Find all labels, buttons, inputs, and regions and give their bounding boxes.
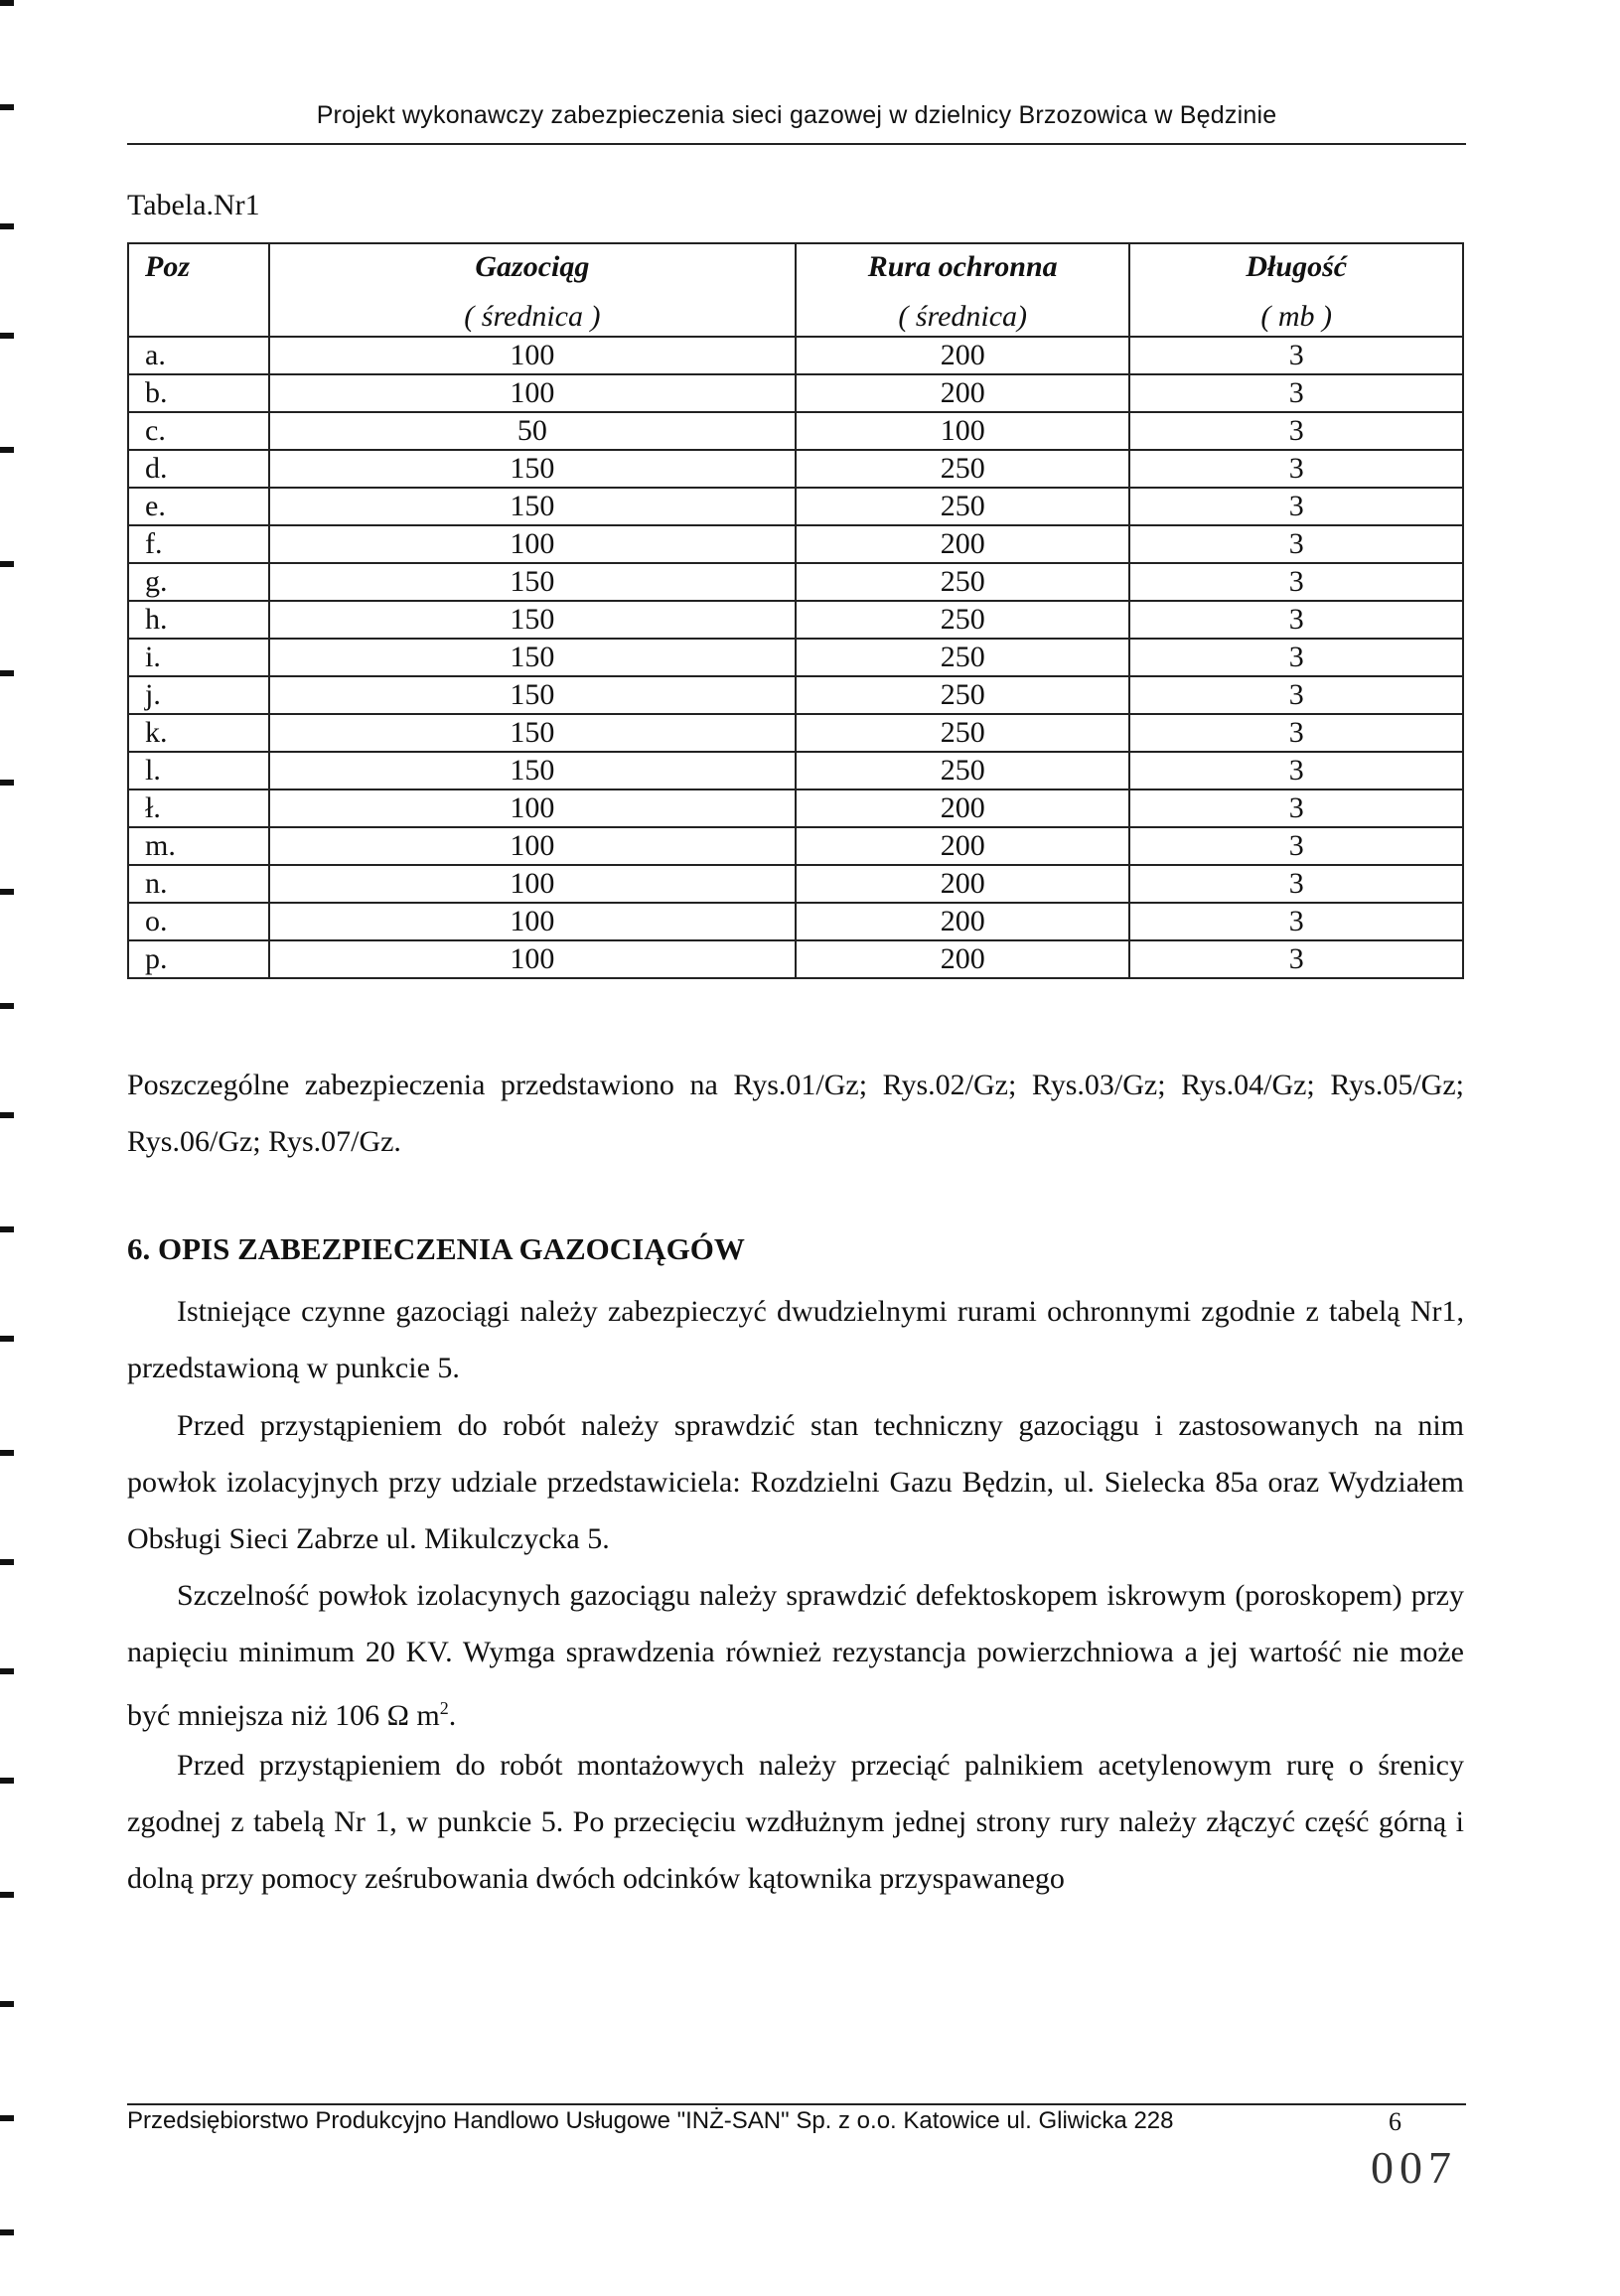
cell-gazociag: 50 (269, 412, 796, 450)
table-row (128, 639, 1463, 676)
cell-poz: e. (128, 488, 269, 525)
cell-rura: 250 (796, 488, 1130, 525)
footer-company: Przedsiębiorstwo Produkcyjno Handlowo Usługowe "INŻ-SAN" Sp. z o.o. Katowice ul. Gliwicka 228 (127, 2107, 1174, 2134)
cell-poz: c. (128, 412, 269, 450)
header-rura-ochronna: Rura ochronna ( średnica) (796, 243, 1130, 337)
binding-mark (0, 2229, 14, 2235)
cell-dlugosc: 3 (1129, 752, 1463, 789)
cell-rura: 250 (796, 601, 1130, 639)
cell-gazociag: 150 (269, 676, 796, 714)
cell-dlugosc: 3 (1129, 337, 1463, 374)
binding-mark (0, 447, 14, 453)
binding-mark (0, 1778, 14, 1784)
cell-rura: 200 (796, 903, 1130, 940)
paragraph-3-end: . (448, 1699, 457, 1732)
table-row (128, 525, 1463, 563)
header-gazociag: Gazociąg ( średnica ) (269, 243, 796, 337)
binding-mark (0, 1559, 14, 1565)
cell-gazociag: 150 (269, 639, 796, 676)
cell-rura: 250 (796, 714, 1130, 752)
cell-gazociag: 150 (269, 450, 796, 488)
cell-gazociag: 100 (269, 940, 796, 978)
figures-reference: Poszczególne zabezpieczenia przedstawiono na Rys.01/Gz; Rys.02/Gz; Rys.03/Gz; Rys.04/Gz; Rys.05/Gz; Rys.06/Gz; Rys.07/Gz. (127, 1069, 1464, 1158)
binding-mark (0, 223, 14, 229)
table-header-row (128, 243, 1463, 337)
table-row (128, 752, 1463, 789)
cell-gazociag: 100 (269, 525, 796, 563)
cell-rura: 200 (796, 337, 1130, 374)
cell-poz: o. (128, 903, 269, 940)
binding-mark (0, 0, 14, 6)
cell-poz: m. (128, 827, 269, 865)
cell-dlugosc: 3 (1129, 676, 1463, 714)
page-number: 6 (1389, 2107, 1401, 2136)
cell-rura: 250 (796, 563, 1130, 601)
cell-dlugosc: 3 (1129, 865, 1463, 903)
cell-rura: 200 (796, 374, 1130, 412)
page-header: Projekt wykonawczy zabezpieczenia sieci gazowej w dzielnicy Brzozowica w Będzinie (316, 101, 1277, 129)
cell-rura: 200 (796, 525, 1130, 563)
paragraph-3-text: Szczelność powłok izolacynych gazociągu należy sprawdzić defektoskopem iskrowym (poroskopem) przy napięciu minimum 20 KV. Wymga sprawdzenia również rezystancja powierzchniowa a jej wartość nie może być mniejsza niż 106 Ω m (127, 1579, 1464, 1732)
cell-rura: 250 (796, 450, 1130, 488)
cell-poz: b. (128, 374, 269, 412)
cell-rura: 200 (796, 789, 1130, 827)
cell-rura: 100 (796, 412, 1130, 450)
cell-gazociag: 100 (269, 374, 796, 412)
table-row (128, 601, 1463, 639)
cell-poz: k. (128, 714, 269, 752)
cell-dlugosc: 3 (1129, 714, 1463, 752)
cell-rura: 250 (796, 676, 1130, 714)
binding-mark (0, 333, 14, 339)
cell-gazociag: 150 (269, 563, 796, 601)
cell-poz: d. (128, 450, 269, 488)
cell-poz: f. (128, 525, 269, 563)
table-row (128, 789, 1463, 827)
cell-poz: g. (128, 563, 269, 601)
table-row (128, 714, 1463, 752)
cell-dlugosc: 3 (1129, 525, 1463, 563)
footer-rule (127, 2103, 1466, 2105)
table-row (128, 903, 1463, 940)
table-label: Tabela.Nr1 (127, 189, 260, 221)
cell-gazociag: 100 (269, 827, 796, 865)
cell-dlugosc: 3 (1129, 639, 1463, 676)
cell-poz: n. (128, 865, 269, 903)
binding-mark (0, 1892, 14, 1898)
binding-mark (0, 2115, 14, 2121)
cell-rura: 250 (796, 639, 1130, 676)
cell-gazociag: 100 (269, 903, 796, 940)
cell-dlugosc: 3 (1129, 488, 1463, 525)
cell-dlugosc: 3 (1129, 412, 1463, 450)
cell-gazociag: 150 (269, 488, 796, 525)
table-row (128, 827, 1463, 865)
section-heading: 6. OPIS ZABEZPIECZENIA GAZOCIĄGÓW (127, 1231, 745, 1266)
table-row (128, 676, 1463, 714)
cell-rura: 200 (796, 865, 1130, 903)
cell-dlugosc: 3 (1129, 601, 1463, 639)
table-row (128, 337, 1463, 374)
table-row (128, 563, 1463, 601)
table-row (128, 374, 1463, 412)
cell-dlugosc: 3 (1129, 374, 1463, 412)
pipe-protection-table (127, 242, 1464, 979)
binding-mark (0, 1226, 14, 1232)
binding-mark (0, 1336, 14, 1342)
cell-poz: j. (128, 676, 269, 714)
binding-mark (0, 1003, 14, 1009)
header-poz: Poz (128, 243, 269, 337)
cell-poz: l. (128, 752, 269, 789)
cell-dlugosc: 3 (1129, 940, 1463, 978)
table-row (128, 940, 1463, 978)
cell-poz: h. (128, 601, 269, 639)
cell-gazociag: 100 (269, 337, 796, 374)
binding-mark (0, 1450, 14, 1456)
cell-gazociag: 100 (269, 789, 796, 827)
paragraph-1: Istniejące czynne gazociągi należy zabezpieczyć dwudzielnymi rurami ochronnymi zgodnie z tabelą Nr1, przedstawioną w punkcie 5. (127, 1295, 1464, 1384)
cell-rura: 250 (796, 752, 1130, 789)
cell-dlugosc: 3 (1129, 827, 1463, 865)
cell-gazociag: 150 (269, 601, 796, 639)
binding-mark (0, 104, 14, 110)
page-stamp: 007 (1371, 2142, 1457, 2193)
table-row (128, 488, 1463, 525)
cell-rura: 200 (796, 940, 1130, 978)
binding-mark (0, 561, 14, 567)
cell-dlugosc: 3 (1129, 450, 1463, 488)
cell-poz: i. (128, 639, 269, 676)
cell-poz: ł. (128, 789, 269, 827)
table-row (128, 450, 1463, 488)
header-rule (127, 143, 1466, 145)
cell-poz: p. (128, 940, 269, 978)
binding-mark (0, 780, 14, 786)
binding-mark (0, 2001, 14, 2007)
cell-dlugosc: 3 (1129, 789, 1463, 827)
header-dlugosc: Długość ( mb ) (1129, 243, 1463, 337)
table-row (128, 412, 1463, 450)
cell-gazociag: 100 (269, 865, 796, 903)
cell-dlugosc: 3 (1129, 563, 1463, 601)
table-row (128, 865, 1463, 903)
cell-gazociag: 150 (269, 714, 796, 752)
cell-dlugosc: 3 (1129, 903, 1463, 940)
paragraph-3 (127, 1567, 1464, 1744)
binding-mark (0, 889, 14, 895)
cell-gazociag: 150 (269, 752, 796, 789)
paragraph-2: Przed przystąpieniem do robót należy sprawdzić stan techniczny gazociągu i zastosowanych na nim powłok izolacyjnych przy udziale przedstawiciela: Rozdzielni Gazu Będzin, ul. Sielecka 85a oraz Wydziałem Obsługi Sieci Zabrze ul. Mikulczycka 5. (127, 1409, 1464, 1555)
binding-mark (0, 1112, 14, 1118)
paragraph-3-superscript: 2 (439, 1698, 449, 1718)
binding-mark (0, 1668, 14, 1674)
cell-rura: 200 (796, 827, 1130, 865)
table-body (128, 337, 1463, 978)
binding-mark (0, 670, 14, 676)
cell-poz: a. (128, 337, 269, 374)
paragraph-4: Przed przystąpieniem do robót montażowych należy przeciąć palnikiem acetylenowym rurę o śrenicy zgodnej z tabelą Nr 1, w punkcie 5. Po przecięciu wzdłużnym jednej strony rury należy złączyć część górną i dolną przy pomocy ześrubowania dwóch odcinków kątownika przyspawanego (127, 1749, 1464, 1895)
